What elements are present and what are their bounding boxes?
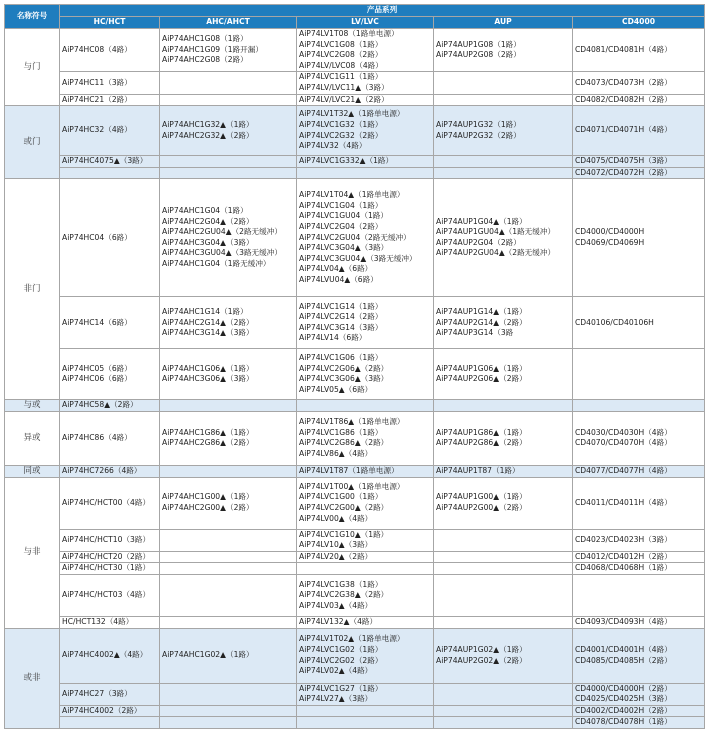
cell-ahc	[160, 705, 297, 717]
cell-cd4000: CD40106/CD40106H	[573, 297, 705, 349]
cell-ahc	[160, 574, 297, 616]
cell-lv: AiP74LV/LVC21▲（2路）	[297, 94, 434, 106]
category-cell: 或非	[5, 628, 60, 728]
cell-cd4000: CD4023/CD4023H（3路）	[573, 529, 705, 551]
table-row	[5, 705, 705, 717]
table-row	[5, 628, 705, 683]
cell-lv: AiP74LV1T87（1路单电源）	[297, 465, 434, 477]
cell-ahc	[160, 156, 297, 168]
category-cell: 与非	[5, 477, 60, 628]
cell-cd4000: CD4012/CD4012H（2路）	[573, 551, 705, 563]
table-row	[5, 179, 705, 297]
cell-aup	[434, 167, 573, 179]
cell-lv	[297, 705, 434, 717]
cell-cd4000: CD4081/CD4081H（4路）	[573, 29, 705, 72]
cell-hc: AiP74HC11（3路）	[60, 72, 160, 94]
table-row	[5, 616, 705, 628]
cell-hc: AiP74HC7266（4路）	[60, 465, 160, 477]
cell-lv: AiP74LVC1G11（1路） AiP74LV/LVC11▲（3路）	[297, 72, 434, 94]
cell-ahc: AiP74AHC1G86▲（1路） AiP74AHC2G86▲（2路）	[160, 411, 297, 465]
cell-cd4000: CD4071/CD4071H（4路）	[573, 106, 705, 156]
cell-aup: AiP74AUP1G04▲（1路） AiP74AUP1GU04▲（1路无缓冲） AiP74AUP2G04（2路） AiP74AUP2GU04▲（2路无缓冲）	[434, 179, 573, 297]
cell-lv: AiP74LV132▲（4路）	[297, 616, 434, 628]
cell-hc: AiP74HC08（4路）	[60, 29, 160, 72]
cell-cd4000: CD4082/CD4082H（2路）	[573, 94, 705, 106]
cell-aup	[434, 72, 573, 94]
category-cell: 非门	[5, 179, 60, 400]
cell-ahc	[160, 167, 297, 179]
category-cell: 或门	[5, 106, 60, 179]
cell-hc: AiP74HC58▲（2路）	[60, 400, 160, 412]
cell-ahc: AiP74AHC1G14（1路） AiP74AHC2G14▲（2路） AiP74AHC3G14▲（3路）	[160, 297, 297, 349]
cell-ahc	[160, 563, 297, 575]
cell-lv	[297, 167, 434, 179]
cell-lv: AiP74LV1T04▲（1路单电源） AiP74LVC1G04（1路） AiP74LVC1GU04（1路） AiP74LVC2G04（2路） AiP74LVC2GU04（2路无缓冲） AiP74LVC3G04▲（3路） AiP74LVC3GU04▲（3路无缓冲） AiP74LV04▲（6路） AiP74LVU04▲（6路）	[297, 179, 434, 297]
cell-ahc	[160, 529, 297, 551]
cell-aup: AiP74AUP1G02▲（1路） AiP74AUP2G02▲（2路）	[434, 628, 573, 683]
cell-aup: AiP74AUP1G14▲（1路） AiP74AUP2G14▲（2路） AiP74AUP3G14（3路	[434, 297, 573, 349]
cell-lv: AiP74LV1T02▲（1路单电源） AiP74LVC1G02（1路） AiP74LVC2G02（2路） AiP74LV02▲（4路）	[297, 628, 434, 683]
cell-lv: AiP74LVC1G38（1路） AiP74LVC2G38▲（2路） AiP74LV03▲（4路）	[297, 574, 434, 616]
table-row	[5, 400, 705, 412]
name-symbol-header: 名称符号	[5, 5, 60, 29]
cell-hc: AiP74HC4002（2路）	[60, 705, 160, 717]
cell-hc	[60, 167, 160, 179]
cell-cd4000: CD4068/CD4068H（1路）	[573, 563, 705, 575]
column-header-aup: AUP	[434, 17, 573, 29]
cell-cd4000	[573, 400, 705, 412]
cell-cd4000: CD4073/CD4073H（2路）	[573, 72, 705, 94]
cell-lv: AiP74LV1T32▲（1路单电源） AiP74LVC1G32（1路） AiP74LVC2G32（2路） AiP74LV32（4路）	[297, 106, 434, 156]
cell-hc	[60, 717, 160, 729]
column-header-ahc: AHC/AHCT	[160, 17, 297, 29]
cell-aup: AiP74AUP1G86▲（1路） AiP74AUP2G86▲（2路）	[434, 411, 573, 465]
table-row	[5, 106, 705, 156]
cell-ahc	[160, 465, 297, 477]
column-header-hc: HC/HCT	[60, 17, 160, 29]
cell-lv: AiP74LV1T00▲（1路单电源） AiP74LVC1G00（1路） AiP74LVC2G00▲（2路） AiP74LV00▲（4路）	[297, 477, 434, 529]
cell-ahc: AiP74AHC1G00▲（1路） AiP74AHC2G00▲（2路）	[160, 477, 297, 529]
table-row	[5, 297, 705, 349]
cell-hc: AiP74HC4002▲（4路）	[60, 628, 160, 683]
cell-lv: AiP74LVC1G10▲（1路） AiP74LV10▲（3路）	[297, 529, 434, 551]
cell-ahc	[160, 551, 297, 563]
cell-hc: AiP74HC27（3路）	[60, 683, 160, 705]
table-row	[5, 551, 705, 563]
cell-cd4000: CD4000/CD4000H CD4069/CD4069H	[573, 179, 705, 297]
cell-ahc	[160, 400, 297, 412]
cell-aup: AiP74AUP1G06▲（1路） AiP74AUP2G06▲（2路）	[434, 349, 573, 400]
cell-cd4000: CD4011/CD4011H（4路）	[573, 477, 705, 529]
table-row	[5, 683, 705, 705]
cell-hc: HC/HCT132（4路）	[60, 616, 160, 628]
cell-cd4000: CD4075/CD4075H（3路）	[573, 156, 705, 168]
table-row	[5, 167, 705, 179]
cell-hc: AiP74HC05（6路） AiP74HC06（6路）	[60, 349, 160, 400]
cell-hc: AiP74HC/HCT00（4路）	[60, 477, 160, 529]
cell-lv	[297, 563, 434, 575]
cell-hc: AiP74HC/HCT10（3路）	[60, 529, 160, 551]
cell-hc: AiP74HC32（4路）	[60, 106, 160, 156]
category-cell: 与或	[5, 400, 60, 412]
cell-cd4000: CD4077/CD4077H（4路）	[573, 465, 705, 477]
cell-aup	[434, 400, 573, 412]
table-row	[5, 477, 705, 529]
table-row	[5, 574, 705, 616]
cell-ahc	[160, 717, 297, 729]
cell-cd4000: CD4001/CD4001H（4路） CD4085/CD4085H（2路）	[573, 628, 705, 683]
cell-ahc: AiP74AHC1G08（1路） AiP74AHC1G09（1路开漏） AiP74AHC2G08（2路）	[160, 29, 297, 72]
table-row	[5, 717, 705, 729]
cell-aup	[434, 717, 573, 729]
cell-cd4000: CD4000/CD4000H（2路） CD4025/CD4025H（3路）	[573, 683, 705, 705]
cell-lv	[297, 717, 434, 729]
cell-hc: AiP74HC21（2路）	[60, 94, 160, 106]
cell-cd4000: CD4072/CD4072H（2路）	[573, 167, 705, 179]
table-row	[5, 94, 705, 106]
category-cell: 与门	[5, 29, 60, 106]
cell-ahc: AiP74AHC1G06▲（1路） AiP74AHC3G06▲（3路）	[160, 349, 297, 400]
table-row	[5, 72, 705, 94]
table-row	[5, 411, 705, 465]
cell-hc: AiP74HC86（4路）	[60, 411, 160, 465]
cell-aup: AiP74AUP1G08（1路） AiP74AUP2G08（2路）	[434, 29, 573, 72]
cell-hc: AiP74HC/HCT30（1路）	[60, 563, 160, 575]
cell-lv: AiP74LVC1G27（1路） AiP74LV27▲（3路）	[297, 683, 434, 705]
cell-cd4000	[573, 349, 705, 400]
cell-hc: AiP74HC4075▲（3路）	[60, 156, 160, 168]
table-row	[5, 29, 705, 72]
cell-aup	[434, 156, 573, 168]
cell-hc: AiP74HC14（6路）	[60, 297, 160, 349]
cell-aup: AiP74AUP1T87（1路）	[434, 465, 573, 477]
cell-ahc	[160, 683, 297, 705]
table-row	[5, 349, 705, 400]
category-cell: 同或	[5, 465, 60, 477]
cell-aup	[434, 683, 573, 705]
table-row	[5, 529, 705, 551]
cell-hc: AiP74HC04（6路）	[60, 179, 160, 297]
cell-ahc	[160, 72, 297, 94]
table-body	[5, 29, 705, 729]
table-row	[5, 156, 705, 168]
cell-aup	[434, 563, 573, 575]
cell-lv: AiP74LVC1G06（1路） AiP74LVC2G06▲（2路） AiP74LVC3G06▲（3路） AiP74LV05▲（6路）	[297, 349, 434, 400]
cell-lv: AiP74LV1T08（1路单电源） AiP74LVC1G08（1路） AiP74LVC2G08（2路） AiP74LV/LVC08（4路）	[297, 29, 434, 72]
cell-ahc	[160, 616, 297, 628]
cell-lv: AiP74LVC1G332▲（1路）	[297, 156, 434, 168]
cell-ahc: AiP74AHC1G04（1路） AiP74AHC2G04▲（2路） AiP74AHC2GU04▲（2路无缓冲） AiP74AHC3G04▲（3路） AiP74AHC3GU04▲（3路无缓冲） AiP74AHC1G04（1路无缓冲）	[160, 179, 297, 297]
logic-gate-product-table	[4, 4, 705, 729]
cell-cd4000: CD4030/CD4030H（4路） CD4070/CD4070H（4路）	[573, 411, 705, 465]
cell-lv	[297, 400, 434, 412]
cell-cd4000: CD4078/CD4078H（1路）	[573, 717, 705, 729]
cell-lv: AiP74LV1T86▲（1路单电源） AiP74LVC1G86（1路） AiP74LVC2G86▲（2路） AiP74LV86▲（4路）	[297, 411, 434, 465]
cell-hc: AiP74HC/HCT03（4路）	[60, 574, 160, 616]
cell-aup	[434, 551, 573, 563]
table-row	[5, 465, 705, 477]
cell-aup	[434, 529, 573, 551]
cell-lv: AiP74LV20▲（2路）	[297, 551, 434, 563]
cell-hc: AiP74HC/HCT20（2路）	[60, 551, 160, 563]
cell-aup: AiP74AUP1G32（1路） AiP74AUP2G32（2路）	[434, 106, 573, 156]
column-header-cd4000: CD4000	[573, 17, 705, 29]
cell-ahc	[160, 94, 297, 106]
cell-lv: AiP74LVC1G14（1路） AiP74LVC2G14（2路） AiP74LVC3G14（3路） AiP74LV14（6路）	[297, 297, 434, 349]
product-series-header: 产品系列	[60, 5, 705, 17]
cell-aup: AiP74AUP1G00▲（1路） AiP74AUP2G00▲（2路）	[434, 477, 573, 529]
category-cell: 异或	[5, 411, 60, 465]
cell-aup	[434, 94, 573, 106]
cell-aup	[434, 616, 573, 628]
table-row	[5, 563, 705, 575]
cell-cd4000: CD4093/CD4093H（4路）	[573, 616, 705, 628]
cell-cd4000: CD4002/CD4002H（2路）	[573, 705, 705, 717]
cell-aup	[434, 574, 573, 616]
cell-cd4000	[573, 574, 705, 616]
cell-ahc: AiP74AHC1G02▲（1路）	[160, 628, 297, 683]
column-header-lv: LV/LVC	[297, 17, 434, 29]
cell-aup	[434, 705, 573, 717]
cell-ahc: AiP74AHC1G32▲（1路） AiP74AHC2G32▲（2路）	[160, 106, 297, 156]
